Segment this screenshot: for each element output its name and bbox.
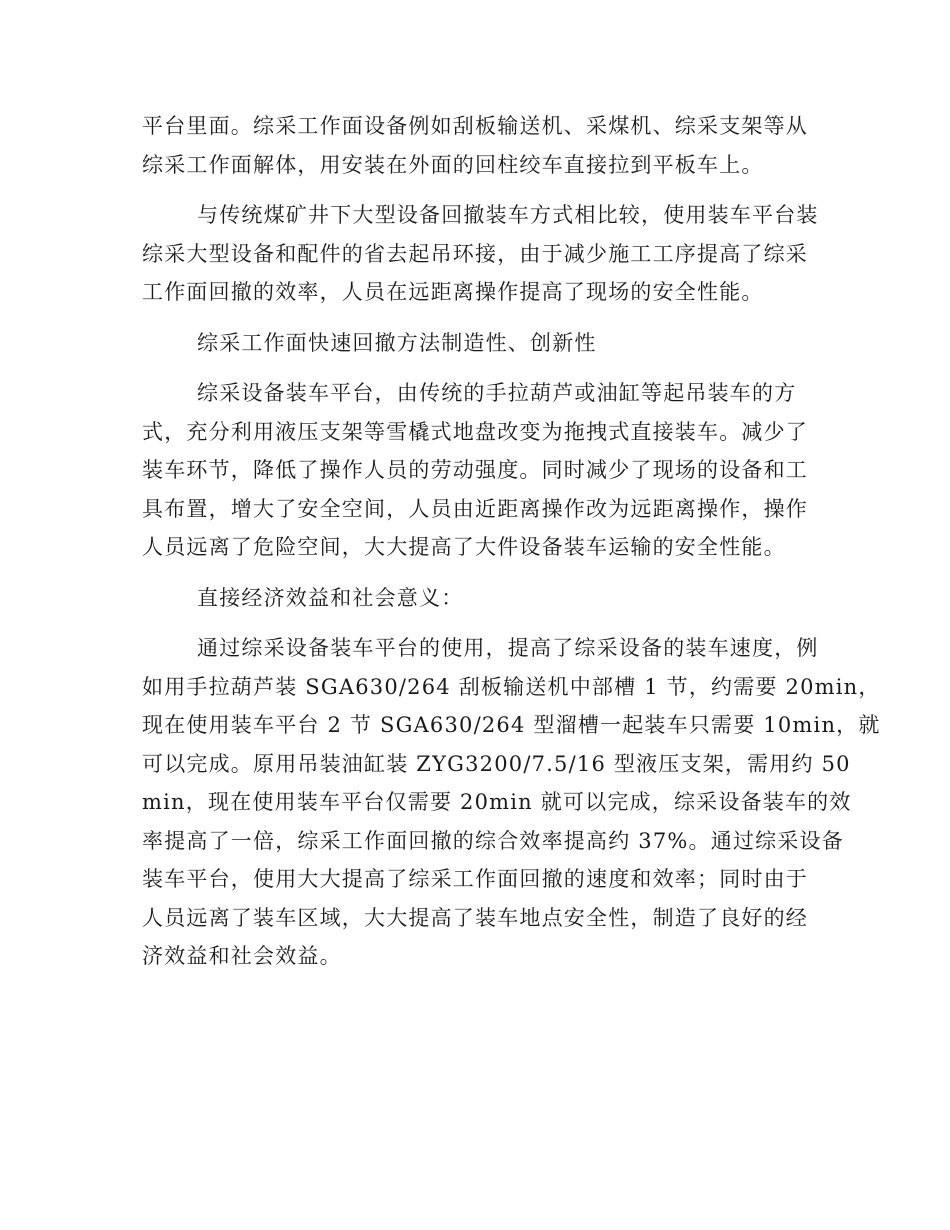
text-line: min，现在使用装车平台仅需要 20min 就可以完成，综采设备装车的效 bbox=[142, 790, 852, 814]
text-line: 具布置，增大了安全空间，人员由近距离操作改为远距离操作，操作 bbox=[142, 496, 808, 521]
text-line: 平台里面。综采工作面设备例如刮板输送机、采煤机、综采支架等从 bbox=[142, 114, 808, 138]
section-heading-benefits: 直接经济效益和社会意义： bbox=[197, 585, 464, 610]
text-line: 可以完成。原用吊装油缸装 ZYG3200/7.5/16 型液压支架，需用约 50 bbox=[142, 751, 851, 776]
text-line: 装车平台，使用大大提高了综采工作面回撤的速度和效率；同时由于 bbox=[142, 867, 808, 891]
text-line: 与传统煤矿井下大型设备回撤装车方式相比较，使用装车平台装 bbox=[197, 203, 819, 227]
text-line: 现在使用装车平台 2 节 SGA630/264 型溜槽一起装车只需要 10min，就 bbox=[142, 713, 881, 737]
text-line: 综采设备装车平台，由传统的手拉葫芦或油缸等起吊装车的方 bbox=[197, 381, 797, 405]
section-heading-innovation: 综采工作面快速回撤方法制造性、创新性 bbox=[197, 330, 597, 355]
text-line: 人员远离了装车区域，大大提高了装车地点安全性，制造了良好的经 bbox=[142, 905, 808, 930]
paragraph-benefits bbox=[142, 629, 881, 976]
text-line: 率提高了一倍，综采工作面回撤的综合效率提高约 37%。通过综采设备 bbox=[142, 828, 844, 853]
text-line: 综采大型设备和配件的省去起吊环接，由于减少施工工序提高了综采 bbox=[142, 241, 808, 266]
paragraph-comparison bbox=[142, 196, 819, 312]
paragraph-innovation bbox=[142, 374, 806, 567]
text-line: 济效益和社会效益。 bbox=[142, 944, 342, 968]
text-line: 式，充分利用液压支架等雪橇式地盘改变为拖拽式直接装车。减少了 bbox=[142, 419, 808, 444]
text-line: 人员远离了危险空间，大大提高了大件设备装车运输的安全性能。 bbox=[142, 535, 786, 559]
text-line: 综采工作面解体，用安装在外面的回柱绞车直接拉到平板车上。 bbox=[142, 152, 764, 177]
document-body bbox=[142, 107, 881, 988]
text-line: 如用手拉葫芦装 SGA630/264 刮板输送机中部槽 1 节，约需要 20min， bbox=[142, 674, 881, 699]
text-line: 工作面回撤的效率，人员在远距离操作提高了现场的安全性能。 bbox=[142, 280, 764, 304]
paragraph-continuation bbox=[142, 107, 806, 184]
text-line: 装车环节，降低了操作人员的劳动强度。同时减少了现场的设备和工 bbox=[142, 458, 808, 482]
text-line: 通过综采设备装车平台的使用，提高了综采设备的装车速度，例 bbox=[197, 636, 819, 660]
